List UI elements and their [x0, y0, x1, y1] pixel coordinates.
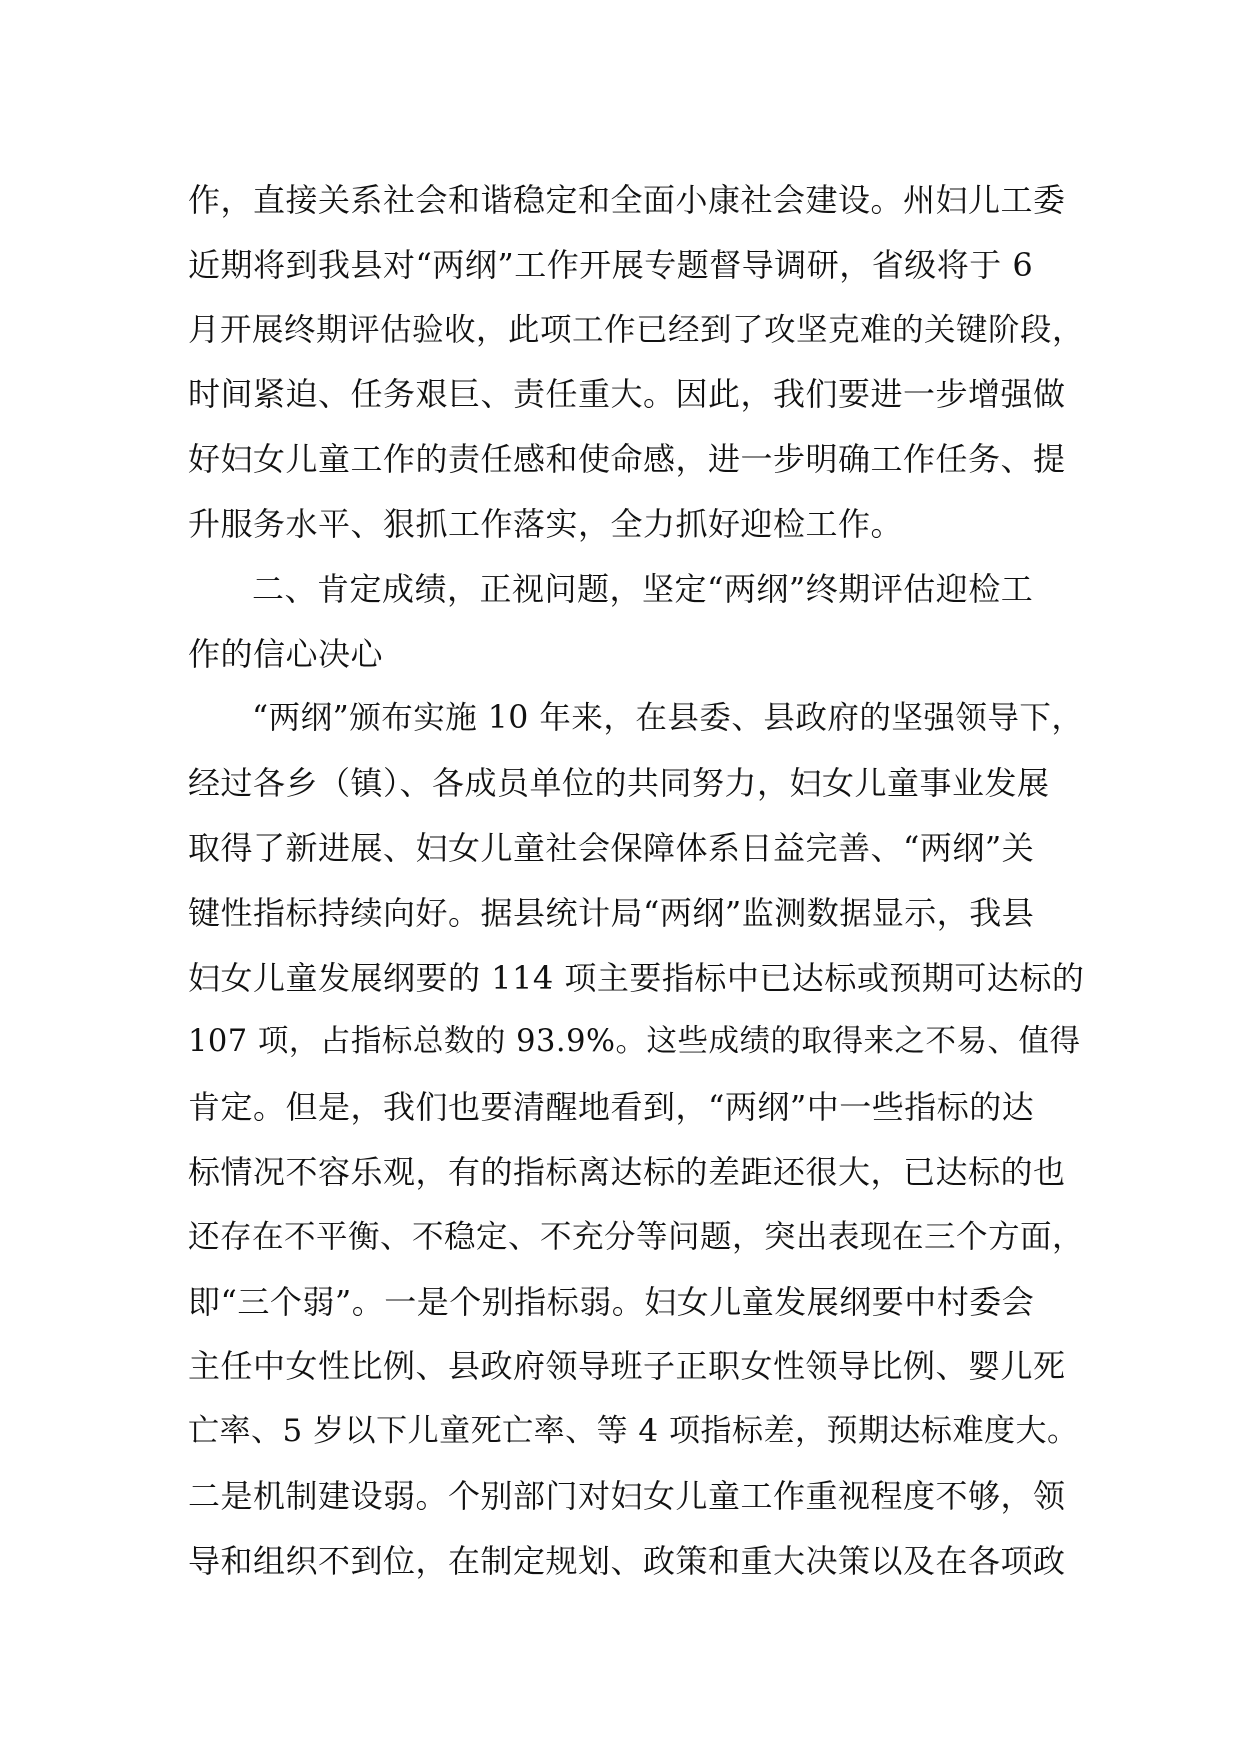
text-line: 主任中女性比例、县政府领导班子正职女性领导比例、婴儿死: [188, 1347, 1066, 1386]
section-heading-line: 作的信心决心: [188, 634, 384, 673]
paragraph-start-line: “两纲”颁布实施 10 年来，在县委、县政府的坚强领导下，: [252, 700, 1084, 737]
text-line: 二是机制建设弱。个别部门对妇女儿童工作重视程度不够，领: [188, 1476, 1066, 1515]
text-line: 作，直接关系社会和谐稳定和全面小康社会建设。州妇儿工委: [188, 181, 1066, 219]
text-line: 时间紧迫、任务艰巨、责任重大。因此，我们要进一步增强做: [188, 375, 1066, 414]
text-line: 导和组织不到位，在制定规划、政策和重大决策以及在各项政: [188, 1541, 1066, 1580]
text-line: 近期将到我县对“两纲”工作开展专题督导调研，省级将于 6: [188, 245, 1034, 284]
text-line: 取得了新进展、妇女儿童社会保障体系日益完善、“两纲”关: [188, 828, 1035, 867]
text-line: 键性指标持续向好。据县统计局“两纲”监测数据显示，我县: [188, 893, 1035, 932]
text-line: 升服务水平、狠抓工作落实，全力抓好迎检工作。: [188, 504, 904, 543]
text-line: 月开展终期评估验收，此项工作已经到了攻坚克难的关键阶段，: [188, 311, 1085, 348]
text-line: 妇女儿童发展纲要的 114 项主要指标中已达标或预期可达标的: [188, 958, 1085, 997]
text-line: 107 项，占指标总数的 93.9%。这些成绩的取得来之不易、值得: [188, 1024, 1081, 1060]
text-line: 肯定。但是，我们也要清醒地看到，“两纲”中一些指标的达: [188, 1088, 1035, 1127]
text-line: 好妇女儿童工作的责任感和使命感，进一步明确工作任务、提: [188, 440, 1066, 479]
text-line: 即“三个弱”。一是个别指标弱。妇女儿童发展纲要中村委会: [188, 1282, 1035, 1321]
text-line: 还存在不平衡、不稳定、不充分等问题，突出表现在三个方面，: [188, 1218, 1085, 1255]
text-line: 标情况不容乐观，有的指标离达标的差距还很大，已达标的也: [188, 1152, 1066, 1191]
text-line: 经过各乡（镇）、各成员单位的共同努力，妇女儿童事业发展: [188, 764, 1050, 803]
document-body: [188, 168, 1088, 1594]
section-heading-line: 二、肯定成绩，正视问题，坚定“两纲”终期评估迎检工: [252, 569, 1034, 608]
text-line: 亡率、5 岁以下儿童死亡率、等 4 项指标差，预期达标难度大。: [188, 1413, 1079, 1450]
